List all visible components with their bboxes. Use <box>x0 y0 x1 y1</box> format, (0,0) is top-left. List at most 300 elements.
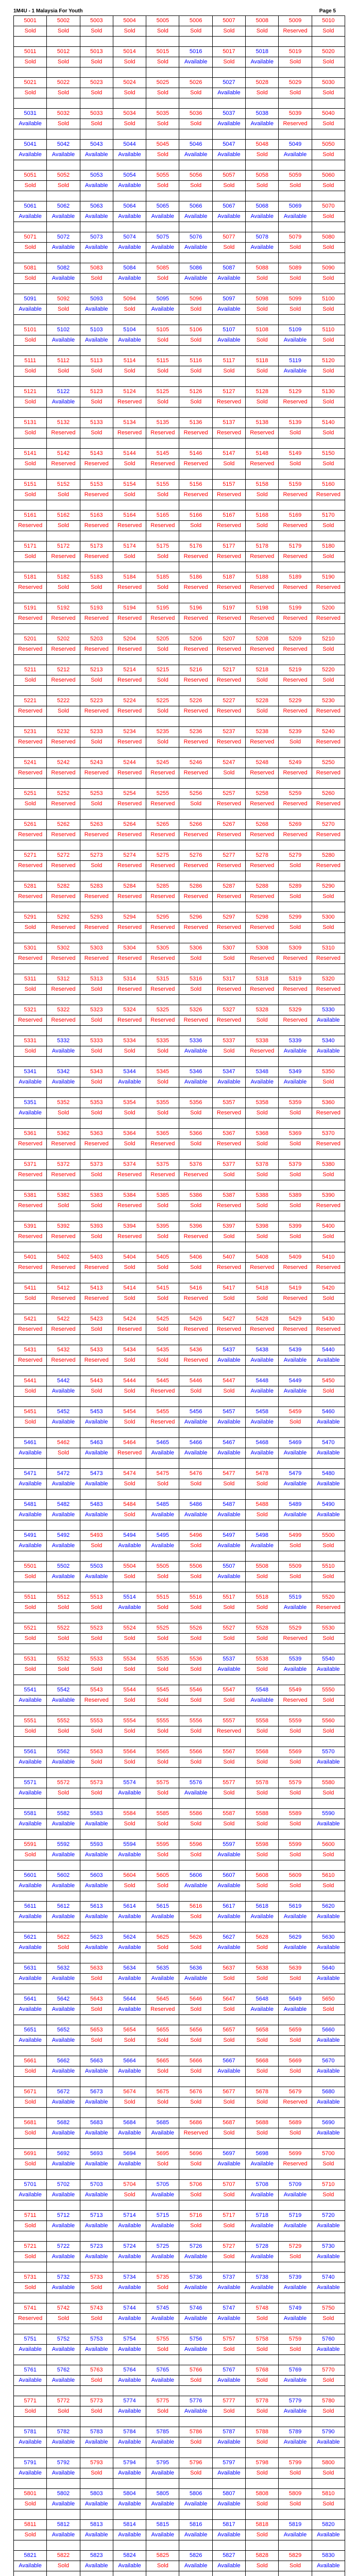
spacer-row <box>14 2540 345 2551</box>
unit-status-cell: Available <box>146 1974 179 1984</box>
unit-number-cell: 5077 <box>212 232 245 243</box>
unit-status-cell: Available <box>212 1665 245 1675</box>
unit-number-cell: 5333 <box>80 1036 113 1046</box>
unit-number-row <box>14 1623 345 1634</box>
empty-cell <box>14 1953 47 1963</box>
empty-cell <box>80 1891 113 1902</box>
unit-status-cell: Sold <box>246 1572 279 1582</box>
unit-status-row <box>14 26 345 37</box>
unit-number-cell: 5072 <box>47 232 80 243</box>
unit-number-cell: 5421 <box>14 1314 47 1325</box>
unit-number-cell: 5118 <box>246 356 279 366</box>
empty-cell <box>179 160 212 171</box>
empty-cell <box>14 2324 47 2334</box>
unit-number-cell: 5131 <box>14 418 47 428</box>
empty-cell <box>80 1984 113 1994</box>
unit-number-cell: 5178 <box>246 541 279 552</box>
unit-status-cell: Reserved <box>179 645 212 655</box>
unit-number-cell: 5727 <box>212 2242 245 2252</box>
unit-number-cell: 5569 <box>279 1747 312 1757</box>
unit-number-cell: 5820 <box>312 2520 345 2530</box>
unit-number-cell: 5188 <box>246 572 279 583</box>
spacer-row <box>14 2417 345 2427</box>
unit-status-cell: Sold <box>179 1572 212 1582</box>
unit-status-cell: Sold <box>279 737 312 748</box>
empty-cell <box>179 655 212 665</box>
empty-cell <box>47 2077 80 2087</box>
unit-number-cell: 5780 <box>312 2396 345 2406</box>
unit-number-row <box>14 1994 345 2005</box>
unit-number-cell: 5739 <box>279 2273 312 2283</box>
empty-cell <box>47 2386 80 2396</box>
unit-number-cell: 5201 <box>14 634 47 645</box>
spacer-row <box>14 2015 345 2025</box>
unit-status-cell: Sold <box>312 335 345 346</box>
unit-number-cell: 5385 <box>146 1191 179 1201</box>
empty-cell <box>146 438 179 449</box>
unit-number-cell: 5487 <box>212 1500 245 1510</box>
unit-status-cell: Sold <box>179 1108 212 1118</box>
unit-status-cell: Sold <box>246 1201 279 1211</box>
unit-number-cell: 5591 <box>14 1840 47 1850</box>
unit-number-cell: 5249 <box>279 758 312 768</box>
unit-number-cell: 5524 <box>113 1623 146 1634</box>
unit-number-cell: 5582 <box>47 1809 80 1819</box>
unit-status-cell: Sold <box>14 26 47 37</box>
unit-number-cell: 5790 <box>312 2427 345 2437</box>
empty-cell <box>14 2077 47 2087</box>
empty-cell <box>80 871 113 882</box>
empty-cell <box>47 1953 80 1963</box>
spacer-row <box>14 1799 345 1809</box>
empty-cell <box>312 840 345 851</box>
unit-status-cell: Sold <box>212 243 245 253</box>
unit-number-cell: 5578 <box>246 1778 279 1788</box>
unit-number-cell: 5079 <box>279 232 312 243</box>
unit-number-cell: 5018 <box>246 47 279 57</box>
unit-status-cell: Available <box>312 2561 345 2571</box>
empty-cell <box>14 2355 47 2365</box>
unit-number-cell: 5345 <box>146 1067 179 1077</box>
empty-cell <box>312 1675 345 1685</box>
unit-status-cell: Sold <box>14 1046 47 1057</box>
unit-number-cell: 5796 <box>179 2458 212 2468</box>
unit-number-cell: 5388 <box>246 1191 279 1201</box>
unit-number-cell: 5236 <box>179 727 212 737</box>
unit-number-cell: 5124 <box>113 387 146 397</box>
unit-number-cell: 5461 <box>14 1438 47 1448</box>
unit-number-cell: 5659 <box>279 2025 312 2036</box>
empty-cell <box>113 624 146 634</box>
unit-number-row <box>14 109 345 119</box>
empty-cell <box>14 562 47 572</box>
empty-cell <box>179 809 212 820</box>
empty-cell <box>246 469 279 480</box>
unit-status-cell: Sold <box>80 737 113 748</box>
unit-status-cell: Sold <box>279 2499 312 2510</box>
unit-number-cell: 5808 <box>246 2489 279 2499</box>
unit-status-cell: Sold <box>14 675 47 686</box>
unit-number-cell: 5442 <box>47 1376 80 1386</box>
unit-status-cell: Available <box>47 2499 80 2510</box>
unit-number-cell: 5668 <box>246 2056 279 2066</box>
unit-number-cell: 5755 <box>146 2334 179 2345</box>
empty-cell <box>312 191 345 201</box>
unit-number-cell: 5103 <box>80 325 113 335</box>
empty-cell <box>14 1613 47 1623</box>
empty-cell <box>179 1860 212 1871</box>
empty-cell <box>279 1118 312 1129</box>
unit-status-cell: Sold <box>80 2005 113 2015</box>
unit-number-cell: 5337 <box>212 1036 245 1046</box>
empty-cell <box>246 191 279 201</box>
unit-number-row <box>14 1283 345 1294</box>
empty-cell <box>179 1459 212 1469</box>
unit-status-cell: Sold <box>279 1757 312 1768</box>
empty-cell <box>279 624 312 634</box>
unit-status-cell: Sold <box>113 490 146 500</box>
empty-cell <box>80 686 113 696</box>
unit-status-cell: Available <box>113 2128 146 2139</box>
empty-cell <box>47 2540 80 2551</box>
unit-number-cell: 5174 <box>113 541 146 552</box>
unit-status-cell: Sold <box>312 150 345 160</box>
unit-status-row <box>14 2468 345 2479</box>
empty-cell <box>146 1489 179 1500</box>
unit-status-row <box>14 2128 345 2139</box>
unit-status-cell: Reserved <box>80 768 113 778</box>
empty-cell <box>146 1304 179 1314</box>
unit-number-cell: 5059 <box>279 171 312 181</box>
unit-number-cell: 5108 <box>246 325 279 335</box>
unit-number-cell: 5142 <box>47 449 80 459</box>
spacer-row <box>14 902 345 912</box>
spacer-row <box>14 809 345 820</box>
unit-number-cell: 5186 <box>179 572 212 583</box>
empty-cell <box>279 1088 312 1098</box>
unit-status-row <box>14 1572 345 1582</box>
unit-status-cell: Reserved <box>279 521 312 531</box>
empty-cell <box>312 995 345 1005</box>
unit-status-row <box>14 1665 345 1675</box>
unit-status-cell: Available <box>113 2530 146 2540</box>
empty-cell <box>47 624 80 634</box>
unit-number-cell: 5033 <box>80 109 113 119</box>
unit-status-cell: Reserved <box>146 1417 179 1428</box>
unit-status-cell: Reserved <box>80 1263 113 1273</box>
unit-status-cell: Sold <box>113 1417 146 1428</box>
unit-status-cell: Reserved <box>312 1108 345 1118</box>
unit-number-cell: 5810 <box>312 2489 345 2499</box>
unit-number-cell: 5828 <box>246 2551 279 2561</box>
unit-status-cell: Available <box>179 1448 212 1459</box>
empty-cell <box>113 2448 146 2458</box>
unit-status-cell: Available <box>80 1819 113 1829</box>
empty-cell <box>14 1428 47 1438</box>
empty-cell <box>312 2571 345 2576</box>
empty-cell <box>279 1644 312 1654</box>
empty-cell <box>279 2571 312 2576</box>
unit-number-cell: 5456 <box>179 1407 212 1417</box>
unit-status-cell: Sold <box>14 88 47 98</box>
unit-number-cell: 5803 <box>80 2489 113 2499</box>
unit-number-cell: 5760 <box>312 2334 345 2345</box>
unit-status-cell: Sold <box>146 737 179 748</box>
unit-status-cell: Available <box>14 119 47 129</box>
unit-status-cell: Sold <box>246 1819 279 1829</box>
unit-status-row <box>14 490 345 500</box>
empty-cell <box>146 1242 179 1252</box>
spacer-row <box>14 2571 345 2576</box>
empty-cell <box>113 2417 146 2427</box>
unit-number-cell: 5215 <box>146 665 179 675</box>
unit-number-cell: 5109 <box>279 325 312 335</box>
unit-number-cell: 5802 <box>47 2489 80 2499</box>
unit-number-cell: 5020 <box>312 47 345 57</box>
empty-cell <box>212 2386 245 2396</box>
empty-cell <box>47 500 80 511</box>
empty-cell <box>246 1026 279 1036</box>
unit-number-cell: 5292 <box>47 912 80 923</box>
unit-status-cell: Sold <box>312 2376 345 2386</box>
empty-cell <box>80 2479 113 2489</box>
unit-status-row <box>14 1757 345 1768</box>
unit-number-cell: 5585 <box>146 1809 179 1819</box>
spacer-row <box>14 253 345 263</box>
unit-status-cell: Sold <box>179 2005 212 2015</box>
empty-cell <box>312 1829 345 1840</box>
empty-cell <box>14 902 47 912</box>
empty-cell <box>14 1335 47 1345</box>
unit-number-cell: 5683 <box>80 2118 113 2128</box>
empty-cell <box>279 2510 312 2520</box>
spacer-row <box>14 2386 345 2396</box>
empty-cell <box>146 1088 179 1098</box>
unit-number-cell: 5777 <box>212 2396 245 2406</box>
unit-number-cell: 5205 <box>146 634 179 645</box>
unit-status-cell: Reserved <box>179 1325 212 1335</box>
unit-status-cell: Available <box>312 1448 345 1459</box>
unit-status-cell: Sold <box>312 1696 345 1706</box>
empty-cell <box>279 2479 312 2489</box>
empty-cell <box>146 1551 179 1562</box>
unit-status-cell: Sold <box>312 428 345 438</box>
empty-cell <box>246 2046 279 2056</box>
unit-status-cell: Available <box>113 1974 146 1984</box>
unit-status-cell: Sold <box>146 1665 179 1675</box>
unit-status-cell: Reserved <box>279 768 312 778</box>
unit-status-cell: Sold <box>47 1108 80 1118</box>
unit-number-cell: 5322 <box>47 1005 80 1015</box>
unit-status-cell: Sold <box>14 2097 47 2108</box>
empty-cell <box>246 1922 279 1933</box>
unit-number-cell: 5278 <box>246 851 279 861</box>
unit-status-cell: Reserved <box>312 1139 345 1149</box>
unit-number-cell: 5718 <box>246 2211 279 2221</box>
unit-status-cell: Available <box>312 2221 345 2231</box>
unit-status-cell: Reserved <box>80 490 113 500</box>
empty-cell <box>80 1860 113 1871</box>
empty-cell <box>14 2139 47 2149</box>
unit-number-cell: 5357 <box>212 1098 245 1108</box>
empty-cell <box>179 624 212 634</box>
empty-cell <box>312 2077 345 2087</box>
empty-cell <box>212 129 245 140</box>
empty-cell <box>80 129 113 140</box>
empty-cell <box>80 902 113 912</box>
unit-number-cell: 5557 <box>212 1716 245 1726</box>
unit-status-cell: Reserved <box>47 1355 80 1366</box>
unit-status-cell: Sold <box>279 1417 312 1428</box>
unit-number-cell: 5785 <box>146 2427 179 2437</box>
unit-status-cell: Sold <box>113 2036 146 2046</box>
unit-number-cell: 5415 <box>146 1283 179 1294</box>
empty-cell <box>246 2540 279 2551</box>
unit-number-cell: 5541 <box>14 1685 47 1696</box>
empty-cell <box>279 686 312 696</box>
unit-status-cell: Available <box>212 2561 245 2571</box>
empty-cell <box>14 1891 47 1902</box>
unit-number-cell: 5453 <box>80 1407 113 1417</box>
unit-number-cell: 5244 <box>113 758 146 768</box>
unit-status-cell: Available <box>47 2190 80 2200</box>
unit-number-cell: 5356 <box>179 1098 212 1108</box>
unit-status-cell: Sold <box>80 26 113 37</box>
unit-number-cell: 5408 <box>246 1252 279 1263</box>
unit-status-cell: Sold <box>279 304 312 315</box>
empty-cell <box>312 129 345 140</box>
empty-cell <box>47 1768 80 1778</box>
unit-number-cell: 5423 <box>80 1314 113 1325</box>
unit-number-cell: 5042 <box>47 140 80 150</box>
unit-number-cell: 5704 <box>113 2180 146 2190</box>
empty-cell <box>179 1520 212 1531</box>
empty-cell <box>113 809 146 820</box>
unit-status-cell: Sold <box>179 2468 212 2479</box>
empty-cell <box>179 902 212 912</box>
empty-cell <box>212 1922 245 1933</box>
unit-status-cell: Reserved <box>113 985 146 995</box>
empty-cell <box>113 1737 146 1747</box>
empty-cell <box>279 469 312 480</box>
unit-status-cell: Sold <box>14 1572 47 1582</box>
unit-status-row <box>14 2036 345 2046</box>
empty-cell <box>146 2448 179 2458</box>
unit-number-cell: 5295 <box>146 912 179 923</box>
unit-status-table <box>13 15 345 2576</box>
empty-cell <box>312 1860 345 1871</box>
empty-cell <box>14 871 47 882</box>
empty-cell <box>312 2417 345 2427</box>
unit-number-cell: 5360 <box>312 1098 345 1108</box>
unit-status-row <box>14 304 345 315</box>
unit-number-cell: 5240 <box>312 727 345 737</box>
unit-status-cell: Available <box>47 1417 80 1428</box>
unit-status-cell: Sold <box>14 2283 47 2293</box>
unit-number-cell: 5386 <box>179 1191 212 1201</box>
empty-cell <box>212 2170 245 2180</box>
unit-status-cell: Available <box>146 2499 179 2510</box>
unit-number-cell: 5749 <box>279 2303 312 2314</box>
unit-status-cell: Reserved <box>312 985 345 995</box>
unit-status-cell: Available <box>246 1912 279 1922</box>
unit-number-cell: 5501 <box>14 1562 47 1572</box>
unit-status-cell: Available <box>80 243 113 253</box>
unit-number-cell: 5265 <box>146 820 179 830</box>
empty-cell <box>113 500 146 511</box>
unit-status-cell: Reserved <box>80 892 113 902</box>
empty-cell <box>279 717 312 727</box>
unit-status-cell: Sold <box>246 2561 279 2571</box>
unit-number-cell: 5233 <box>80 727 113 737</box>
unit-number-cell: 5095 <box>146 294 179 304</box>
unit-status-cell: Reserved <box>212 1263 245 1273</box>
empty-cell <box>113 871 146 882</box>
empty-cell <box>80 1551 113 1562</box>
unit-number-cell: 5728 <box>246 2242 279 2252</box>
empty-cell <box>14 840 47 851</box>
unit-status-cell: Reserved <box>312 1603 345 1613</box>
unit-number-cell: 5515 <box>146 1592 179 1603</box>
unit-number-cell: 5308 <box>246 943 279 954</box>
empty-cell <box>47 1799 80 1809</box>
unit-number-cell: 5512 <box>47 1592 80 1603</box>
empty-cell <box>80 995 113 1005</box>
unit-status-cell: Reserved <box>246 428 279 438</box>
empty-cell <box>80 531 113 541</box>
empty-cell <box>312 1088 345 1098</box>
unit-status-cell: Available <box>212 1448 245 1459</box>
unit-number-cell: 5641 <box>14 1994 47 2005</box>
empty-cell <box>246 67 279 78</box>
empty-cell <box>312 222 345 232</box>
unit-number-row <box>14 1036 345 1046</box>
unit-status-cell: Sold <box>246 1943 279 1953</box>
unit-number-cell: 5380 <box>312 1160 345 1170</box>
unit-number-cell: 5818 <box>246 2520 279 2530</box>
unit-number-cell: 5693 <box>80 2149 113 2159</box>
empty-cell <box>146 933 179 943</box>
unit-status-cell: Available <box>80 150 113 160</box>
unit-status-cell: Sold <box>80 2376 113 2386</box>
unit-number-cell: 5553 <box>80 1716 113 1726</box>
unit-number-cell: 5210 <box>312 634 345 645</box>
unit-number-cell: 5792 <box>47 2458 80 2468</box>
unit-number-cell: 5139 <box>279 418 312 428</box>
unit-number-cell: 5518 <box>246 1592 279 1603</box>
unit-number-cell: 5050 <box>312 140 345 150</box>
unit-number-cell: 5171 <box>14 541 47 552</box>
unit-number-cell: 5238 <box>246 727 279 737</box>
empty-cell <box>212 315 245 325</box>
empty-cell <box>80 1922 113 1933</box>
empty-cell <box>146 315 179 325</box>
unit-number-cell: 5652 <box>47 2025 80 2036</box>
empty-cell <box>113 1242 146 1252</box>
unit-number-cell: 5612 <box>47 1902 80 1912</box>
empty-cell <box>113 1829 146 1840</box>
unit-status-cell: Sold <box>179 88 212 98</box>
unit-number-row <box>14 2056 345 2066</box>
empty-cell <box>246 1459 279 1469</box>
spacer-row <box>14 438 345 449</box>
empty-cell <box>246 2231 279 2242</box>
unit-number-cell: 5713 <box>80 2211 113 2221</box>
empty-cell <box>246 1953 279 1963</box>
unit-number-row <box>14 387 345 397</box>
empty-cell <box>80 37 113 47</box>
empty-cell <box>14 160 47 171</box>
